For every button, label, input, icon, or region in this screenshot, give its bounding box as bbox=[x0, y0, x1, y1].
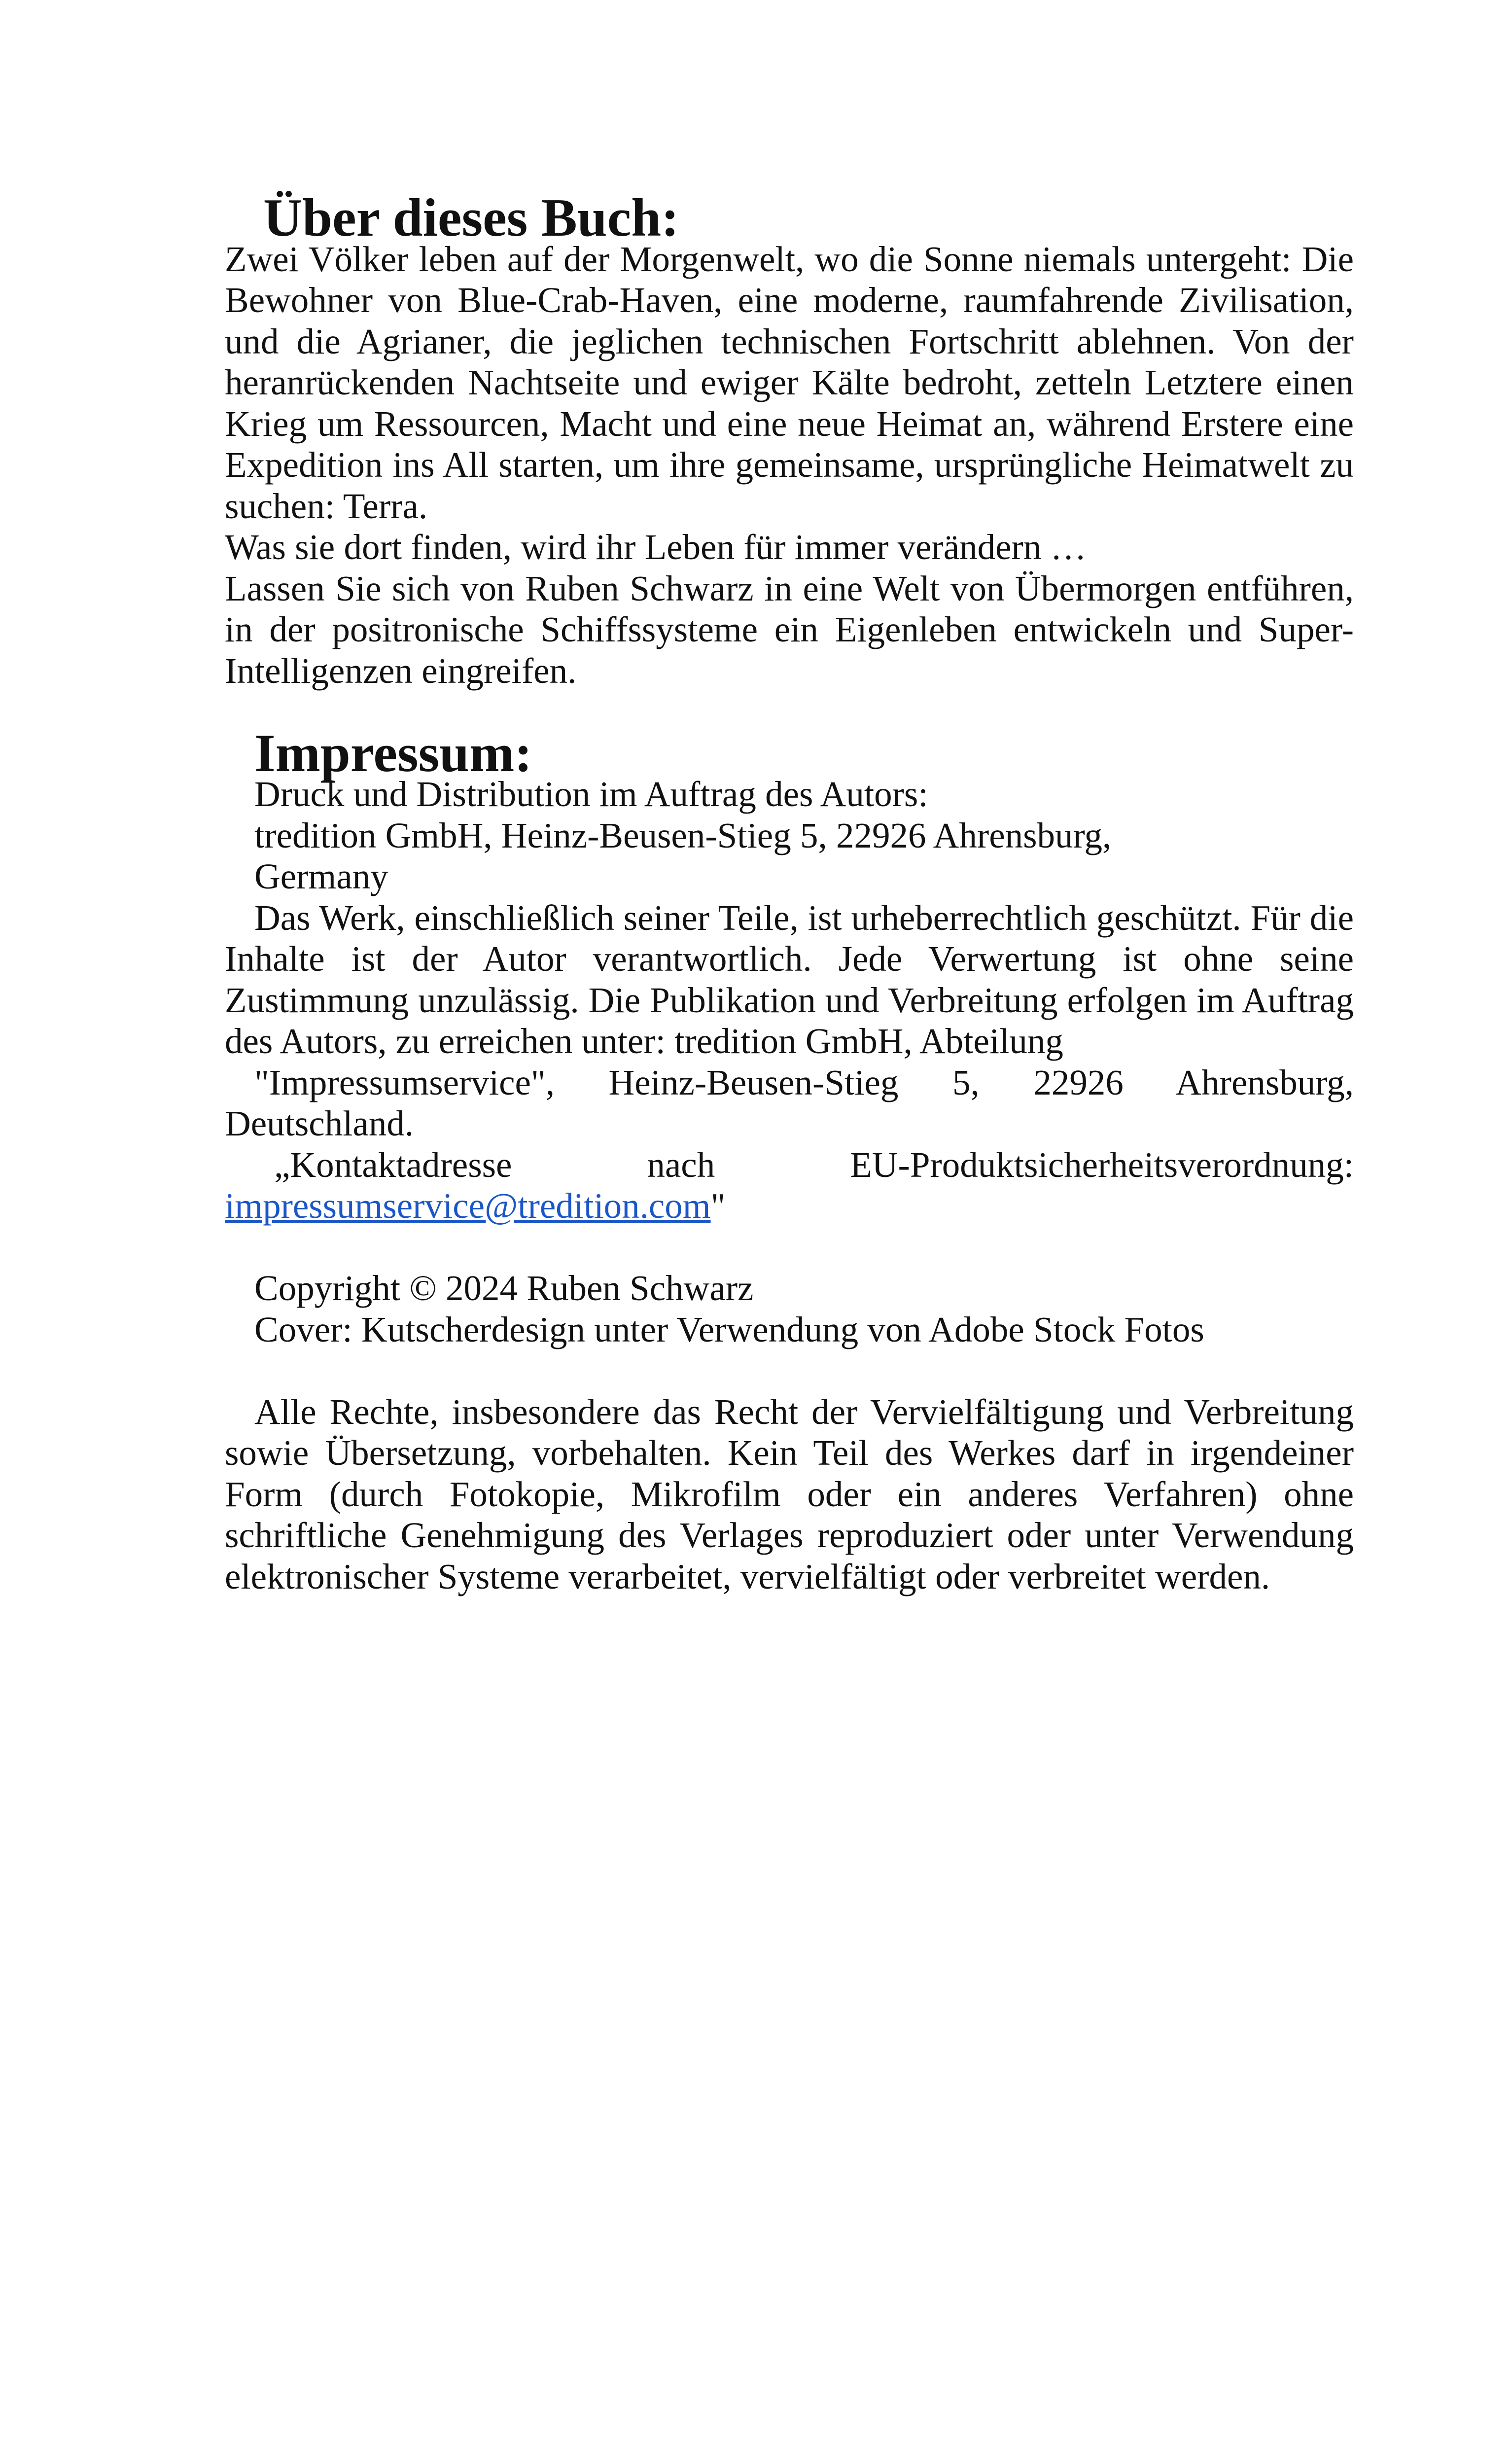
contact-suffix: " bbox=[710, 1186, 726, 1226]
imprint-page-content bbox=[225, 187, 1354, 1597]
impressum-heading: Impressum: bbox=[254, 722, 532, 783]
contact-email-link[interactable]: impressumservice@tredition.com bbox=[225, 1186, 711, 1226]
impressum-service-line: "Impressumservice", Heinz-Beusen-Stieg 5, 22926 Ahrensburg, Deutschland. bbox=[225, 1062, 1354, 1143]
rights-section bbox=[225, 1391, 1354, 1597]
spacer bbox=[225, 1227, 1354, 1268]
about-paragraph-teaser: Was sie dort finden, wird ihr Leben für immer verändern … bbox=[225, 527, 1087, 567]
impressum-print-line: Druck und Distribution im Auftrag des Autors: bbox=[254, 774, 928, 814]
impressum-contact-line bbox=[225, 1144, 1354, 1186]
contact-prefix: „Kontaktadresse nach EU-Produktsicherheitsverordnung: bbox=[274, 1144, 1354, 1185]
impressum-address-line: tredition GmbH, Heinz-Beusen-Stieg 5, 22926 Ahrensburg, bbox=[254, 815, 1112, 855]
about-paragraph-summary: Zwei Völker leben auf der Morgenwelt, wo die Sonne niemals untergeht: Die Bewohner von Blue-Crab-Haven, eine moderne, raumfahrende Zivilisation, und die Agrianer, die jeglichen technischen Fortschritt ablehnen. Von der heranrückenden Nachtseite und ewiger Kälte bedroht, zetteln Letztere einen Krieg um Ressourcen, Macht und eine neue Heimat an, während Erstere eine Expedition ins All starten, um ihre gemeinsame, ursprüngliche Heimatwelt zu suchen: Terra. bbox=[225, 239, 1354, 526]
spacer bbox=[225, 1350, 1354, 1391]
about-section bbox=[225, 187, 1354, 691]
credits-section bbox=[225, 1268, 1354, 1350]
impressum-section bbox=[225, 722, 1354, 1227]
impressum-contact-email-line bbox=[225, 1185, 1354, 1227]
impressum-copyright-paragraph: Das Werk, einschließlich seiner Teile, ist urheberrechtlich geschützt. Für die Inhalte ist der Autor verantwortlich. Jede Verwertung ist ohne seine Zustimmung unzulässig. Die Publikation und Verbreitung erfolgen im Auftrag des Autors, zu erreichen unter: tredition GmbH, Abteilung bbox=[225, 897, 1354, 1061]
cover-credit-line: Cover: Kutscherdesign unter Verwendung von Adobe Stock Fotos bbox=[254, 1309, 1204, 1349]
copyright-line: Copyright © 2024 Ruben Schwarz bbox=[254, 1268, 754, 1308]
about-paragraph-invitation: Lassen Sie sich von Ruben Schwarz in eine Welt von Übermorgen entführen, in der positronische Schiffssysteme ein Eigenleben entwickeln und Super-Intelligenzen eingreifen. bbox=[225, 568, 1354, 691]
impressum-address-country: Germany bbox=[254, 856, 388, 896]
about-heading: Über dieses Buch: bbox=[263, 187, 679, 248]
rights-paragraph: Alle Rechte, insbesondere das Recht der Vervielfältigung und Verbreitung sowie Übersetzung, vorbehalten. Kein Teil des Werkes darf in irgendeiner Form (durch Fotokopie, Mikrofilm oder ein anderes Verfahren) ohne schriftliche Genehmigung des Verlages reproduziert oder unter Verwendung elektronischer Systeme verarbeitet, vervielfältigt oder verbreitet werden. bbox=[225, 1391, 1354, 1596]
